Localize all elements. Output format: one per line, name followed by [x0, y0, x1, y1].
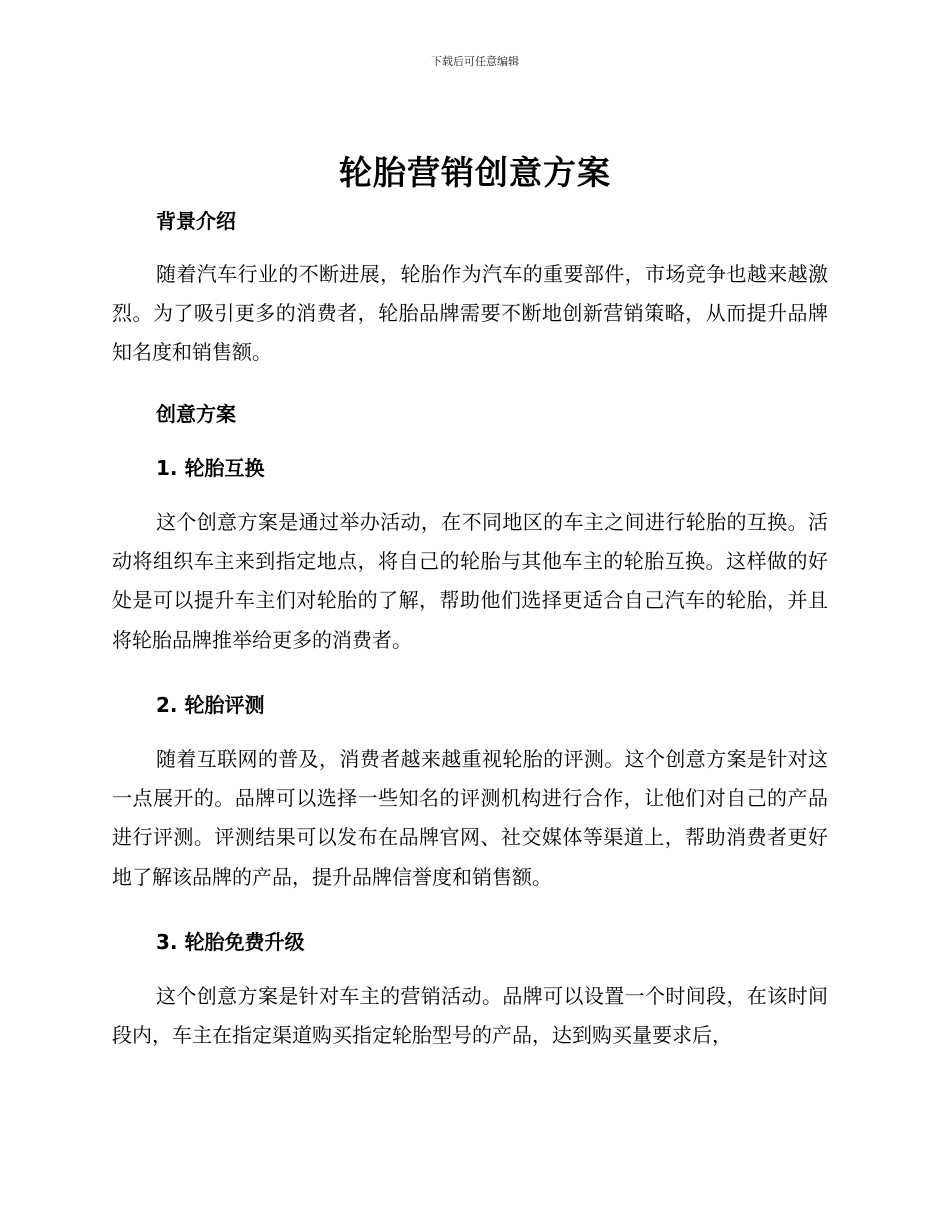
- section-paragraph-free-upgrade: 这个创意方案是针对车主的营销活动。品牌可以设置一个时间段，在该时间段内，车主在指定渠道购买指定轮胎型号的产品，达到购买量要求后，: [112, 984, 828, 1048]
- section-heading-creative-plan: 创意方案: [156, 402, 236, 426]
- page-header-note: 下载后可任意编辑: [431, 55, 519, 68]
- section-paragraph-tire-swap: 这个创意方案是通过举办活动，在不同地区的车主之间进行轮胎的互换。活动将组织车主来到指定地点，将自己的轮胎与其他车主的轮胎互换。这样做的好处是可以提升车主们对轮胎的了解，帮助他们选择更适合自己汽车的轮胎，并且将轮胎品牌推举给更多的消费者。: [112, 510, 828, 652]
- section-paragraph-tire-review: 随着互联网的普及，消费者越来越重视轮胎的评测。这个创意方案是针对这一点展开的。品牌可以选择一些知名的评测机构进行合作，让他们对自己的产品进行评测。评测结果可以发布在品牌官网、社交媒体等渠道上，帮助消费者更好地了解该品牌的产品，提升品牌信誉度和销售额。: [112, 747, 828, 889]
- section-paragraph-background: 随着汽车行业的不断进展，轮胎作为汽车的重要部件，市场竞争也越来越激烈。为了吸引更多的消费者，轮胎品牌需要不断地创新营销策略，从而提升品牌知名度和销售额。: [112, 262, 828, 365]
- document-title: 轮胎营销创意方案: [339, 153, 611, 192]
- section-heading-free-upgrade: 3. 轮胎免费升级: [156, 930, 305, 954]
- section-heading-tire-swap: 1. 轮胎互换: [156, 456, 265, 480]
- section-heading-background: 背景介绍: [156, 209, 236, 233]
- section-heading-tire-review: 2. 轮胎评测: [156, 693, 265, 717]
